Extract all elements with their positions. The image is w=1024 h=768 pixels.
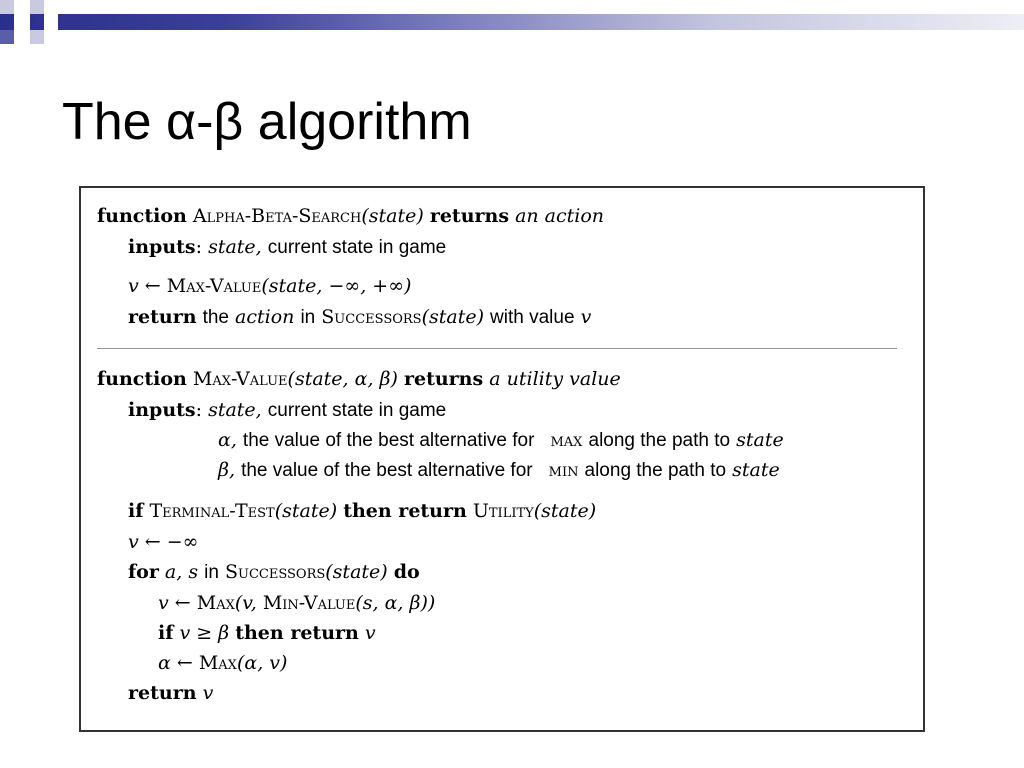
condition: v ≥ β bbox=[179, 622, 230, 644]
keyword: for bbox=[128, 561, 159, 583]
keyword: then return bbox=[343, 500, 467, 522]
return-type: a utility value bbox=[489, 368, 621, 390]
punct: : bbox=[195, 236, 203, 258]
args: (state) bbox=[325, 561, 388, 583]
keyword: if bbox=[128, 500, 144, 522]
keyword: return bbox=[128, 306, 197, 328]
code-line bbox=[97, 204, 604, 228]
variable: v bbox=[580, 306, 592, 328]
args: (state, α, β) bbox=[287, 368, 398, 390]
code-line bbox=[158, 621, 376, 645]
assignment: v ← −∞ bbox=[128, 531, 199, 553]
function-call: Successors bbox=[224, 561, 326, 583]
function-call: Max bbox=[198, 652, 237, 674]
keyword: if bbox=[158, 622, 174, 644]
code-line bbox=[218, 428, 784, 453]
header-square bbox=[0, 0, 14, 14]
header-square bbox=[14, 14, 30, 30]
args: (state, −∞, +∞) bbox=[261, 275, 412, 297]
algorithm-box bbox=[79, 186, 925, 732]
header-square bbox=[30, 30, 44, 44]
code-line bbox=[128, 235, 446, 260]
header-square bbox=[0, 30, 14, 44]
text: the bbox=[202, 307, 229, 328]
variable: state, bbox=[208, 399, 262, 421]
text: in bbox=[204, 562, 219, 583]
code-line bbox=[128, 681, 213, 705]
function-call: Max-Value bbox=[166, 275, 262, 297]
assignment: v ← bbox=[158, 592, 191, 614]
slide-title: The α-β algorithm bbox=[62, 93, 472, 151]
args: (v, bbox=[234, 592, 257, 614]
keyword: function bbox=[97, 205, 187, 227]
punct: : bbox=[195, 399, 203, 421]
player: max bbox=[550, 429, 583, 451]
player: min bbox=[548, 459, 579, 481]
description: along the path to bbox=[588, 430, 731, 451]
function-call: Min-Value bbox=[262, 592, 356, 614]
function-call: Utility bbox=[472, 500, 534, 522]
code-line bbox=[128, 530, 198, 554]
header-bar bbox=[0, 14, 1024, 30]
code-line bbox=[128, 560, 420, 585]
function-name: Max-Value bbox=[192, 368, 288, 390]
variable: state bbox=[732, 459, 780, 481]
function-call: Max bbox=[196, 592, 235, 614]
function-call: Terminal-Test bbox=[149, 500, 275, 522]
function-name: Alpha-Beta-Search bbox=[192, 205, 362, 227]
variable: β, bbox=[218, 459, 236, 481]
args: (s, α, β)) bbox=[355, 592, 436, 614]
description: current state in game bbox=[267, 400, 447, 421]
code-line bbox=[218, 458, 780, 483]
args: (state) bbox=[361, 205, 424, 227]
description: along the path to bbox=[584, 460, 727, 481]
variable: a, s bbox=[164, 561, 199, 583]
description: the value of the best alternative for bbox=[242, 430, 535, 451]
code-line bbox=[158, 651, 287, 675]
code-line bbox=[97, 367, 621, 391]
keyword: inputs bbox=[128, 399, 196, 421]
code-line bbox=[128, 274, 411, 298]
code-line bbox=[158, 591, 435, 615]
description: current state in game bbox=[267, 237, 447, 258]
args: (α, v) bbox=[236, 652, 288, 674]
text: with value bbox=[490, 307, 575, 328]
code-line bbox=[128, 398, 446, 423]
variable: v bbox=[364, 622, 376, 644]
args: (state) bbox=[533, 500, 597, 522]
keyword: inputs bbox=[128, 236, 196, 258]
variable: state, bbox=[208, 236, 262, 258]
header-square bbox=[44, 14, 58, 30]
assignment: v ← bbox=[128, 275, 161, 297]
variable: action bbox=[235, 306, 295, 328]
function-call: Successors bbox=[321, 306, 422, 328]
keyword: returns bbox=[403, 368, 484, 390]
return-type: an action bbox=[515, 205, 605, 227]
code-line bbox=[128, 305, 591, 330]
text: in bbox=[300, 307, 316, 328]
divider bbox=[97, 348, 897, 349]
keyword: then return bbox=[235, 622, 359, 644]
variable: α, bbox=[218, 429, 237, 451]
keyword: returns bbox=[429, 205, 510, 227]
code-line bbox=[128, 499, 596, 523]
header-square bbox=[30, 0, 44, 14]
description: the value of the best alternative for bbox=[241, 460, 533, 481]
variable: state bbox=[736, 429, 784, 451]
variable: v bbox=[202, 682, 214, 704]
args: (state) bbox=[274, 500, 338, 522]
keyword: do bbox=[393, 561, 420, 583]
keyword: return bbox=[128, 682, 197, 704]
args: (state) bbox=[421, 306, 484, 328]
keyword: function bbox=[97, 368, 187, 390]
assignment: α ← bbox=[158, 652, 193, 674]
